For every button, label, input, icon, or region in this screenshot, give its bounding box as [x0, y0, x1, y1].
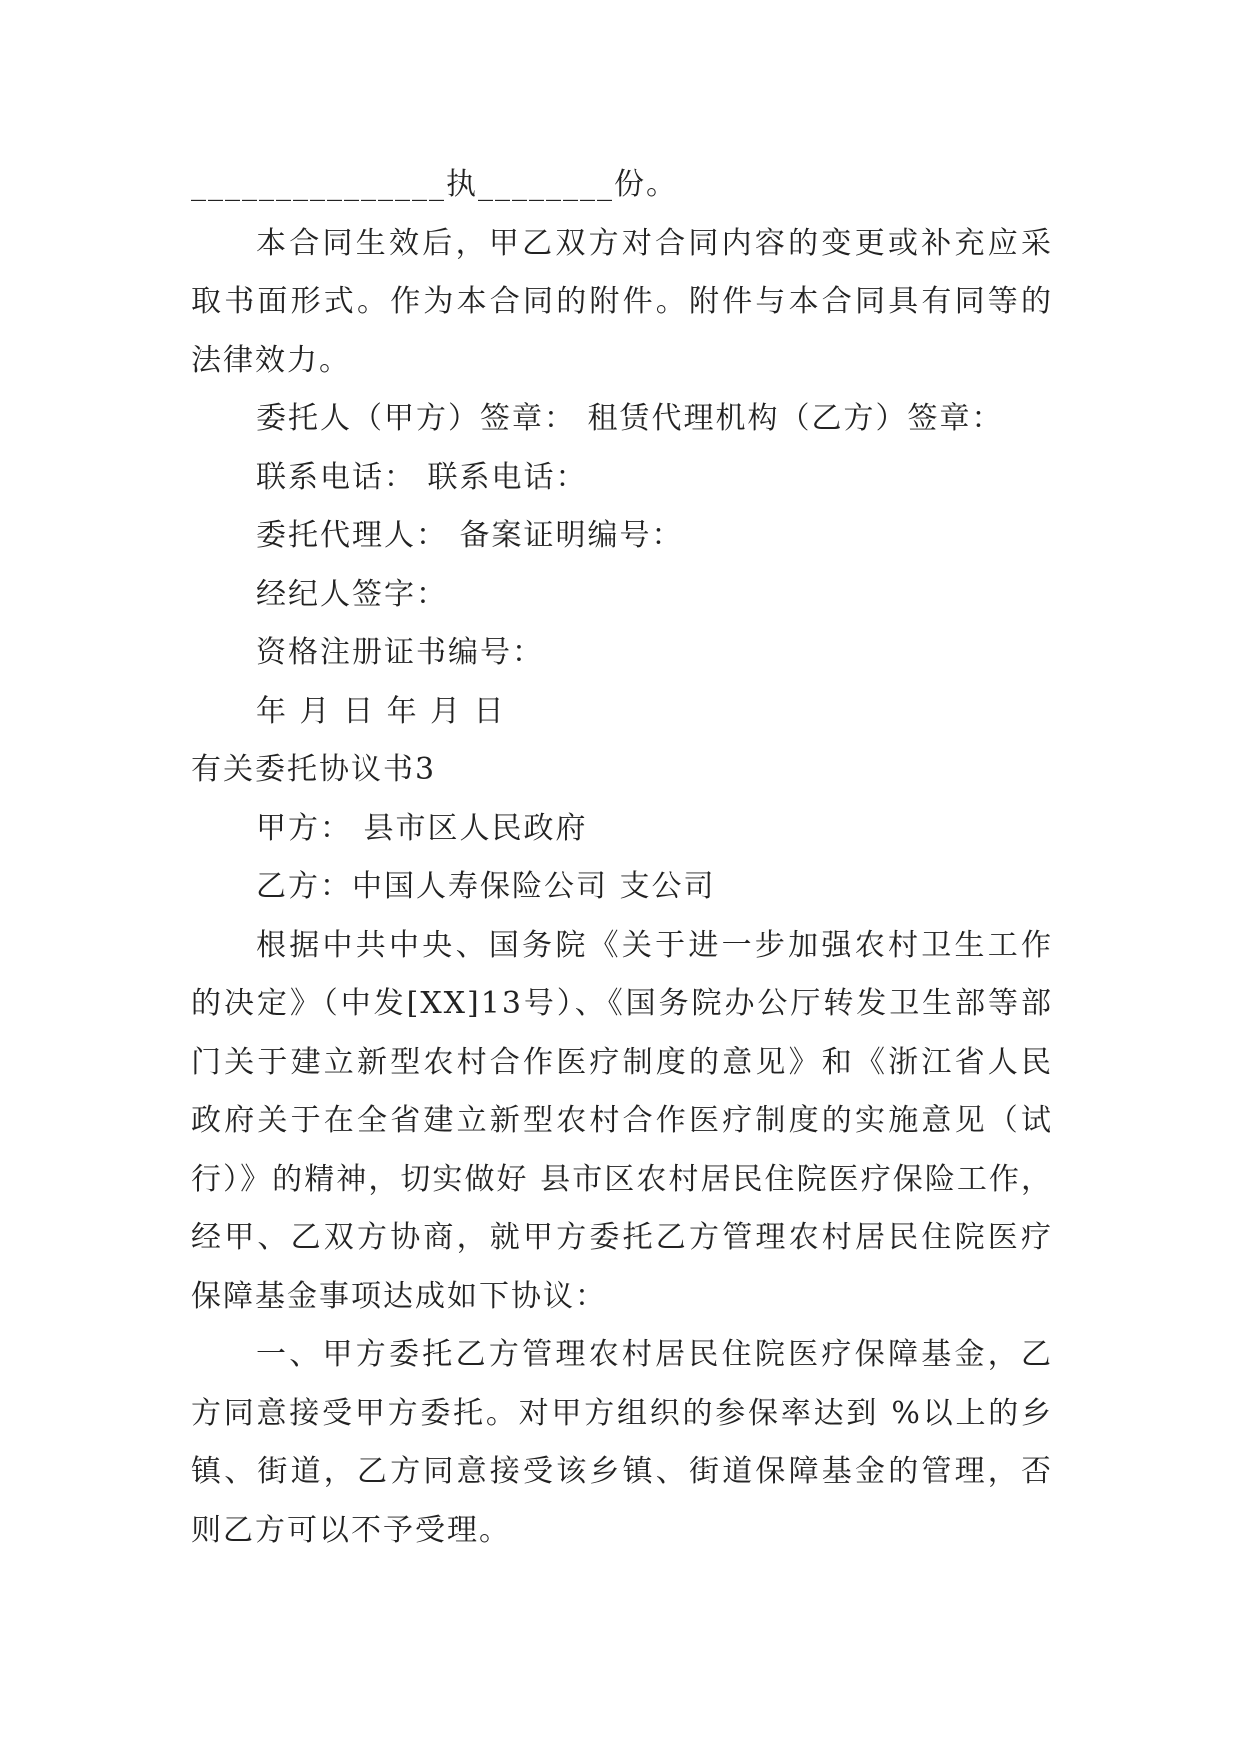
section-heading: 有关委托协议书3 [191, 752, 437, 787]
text-line: 方同意接受甲方委托。对甲方组织的参保率达到 %以上的乡 [191, 1395, 1053, 1431]
text-line: 甲方： 县市区人民政府 [256, 810, 588, 846]
text-line: _______________执________份。 [191, 167, 678, 202]
text-line: 根据中共中央、国务院《关于进一步加强农村卫生工作 [256, 927, 1053, 963]
text-line: 本合同生效后，甲乙双方对合同内容的变更或补充应采 [256, 225, 1053, 261]
text-line: 年 月 日 年 月 日 [256, 693, 506, 729]
text-line: 委托代理人： 备案证明编号： [256, 518, 684, 553]
text-line: 行）》的精神，切实做好 县市区农村居民住院医疗保险工作， [191, 1161, 1053, 1197]
text-line: 委托人（甲方）签章： 租赁代理机构（乙方）签章： [256, 401, 1004, 436]
text-line: 取书面形式。作为本合同的附件。附件与本合同具有同等的 [191, 284, 1053, 319]
document-body [191, 156, 1053, 1560]
text-line: 经纪人签字： [256, 576, 448, 612]
text-line: 门关于建立新型农村合作医疗制度的意见》和《浙江省人民 [191, 1044, 1053, 1080]
text-line: 一、甲方委托乙方管理农村居民住院医疗保障基金，乙 [256, 1337, 1053, 1372]
text-line: 法律效力。 [191, 342, 351, 378]
text-line: 镇、街道，乙方同意接受该乡镇、街道保障基金的管理，否 [191, 1454, 1053, 1489]
text-line: 则乙方可以不予受理。 [191, 1512, 511, 1548]
text-line: 联系电话： 联系电话： [256, 459, 588, 495]
text-line: 乙方：中国人寿保险公司 支公司 [256, 869, 716, 904]
text-line: 保障基金事项达成如下协议： [191, 1278, 607, 1314]
text-line: 的决定》（中发[XX]13号）、《国务院办公厅转发卫生部等部 [191, 986, 1053, 1021]
text-line: 经甲、乙双方协商，就甲方委托乙方管理农村居民住院医疗 [191, 1220, 1053, 1255]
text-line: 政府关于在全省建立新型农村合作医疗制度的实施意见（试 [191, 1103, 1053, 1138]
text-line: 资格注册证书编号： [256, 635, 544, 670]
